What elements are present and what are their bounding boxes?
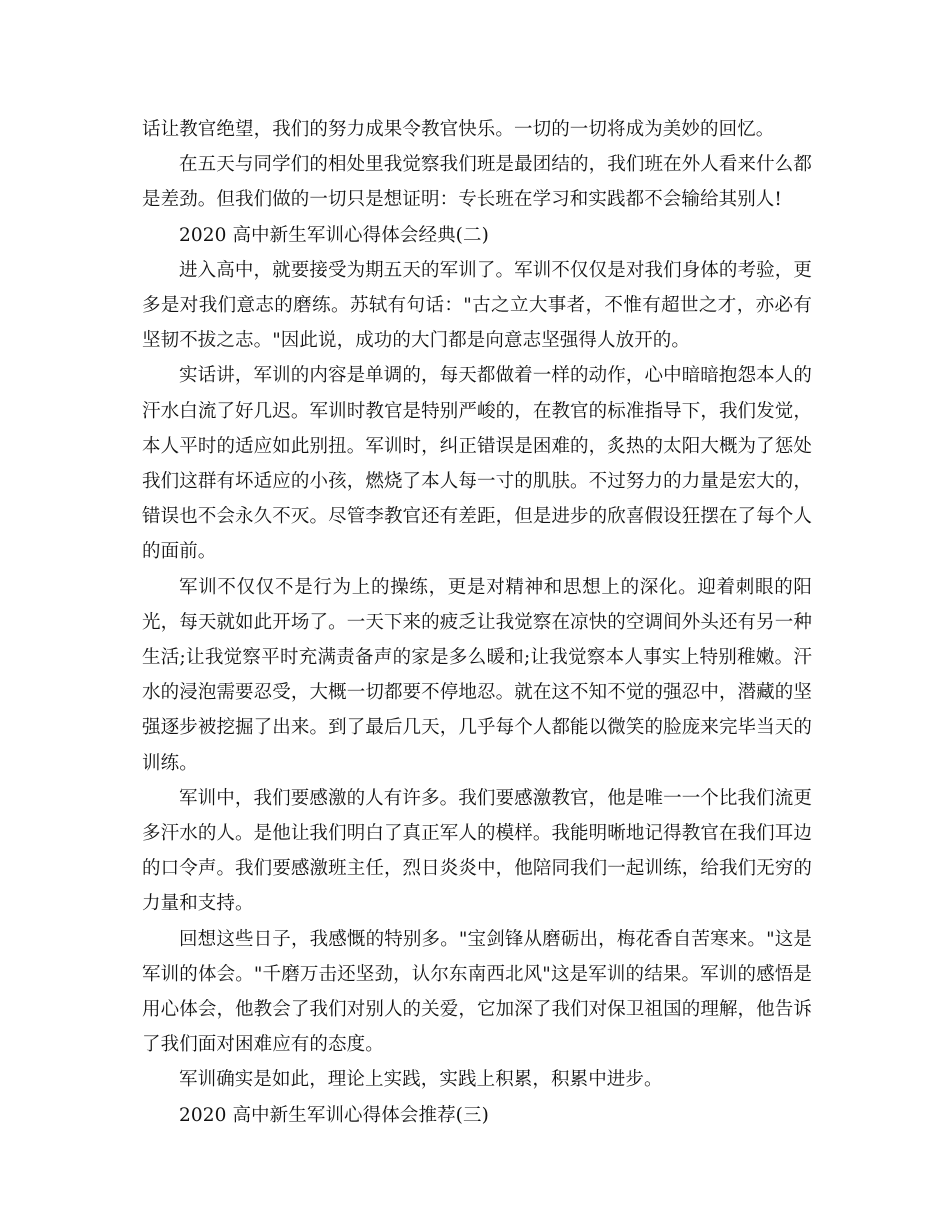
- section-heading-2: 2020 高中新生军训心得体会经典(二): [179, 224, 489, 246]
- paragraph-intro-military-training: 进入高中，就要接受为期五天的军训了。军训不仅仅是对我们身体的考验，更多是对我们意志的磨练。苏轼有句话："古之立大事者，不惟有超世之才，亦必有坚韧不拔之志。"因此说，成功的大门都是向意志坚强得人放开的。: [142, 259, 812, 352]
- paragraph-continuation: 话让教官绝望，我们的努力成果令教官快乐。一切的一切将成为美妙的回忆。: [142, 119, 775, 140]
- paragraph-conclusion: 军训确实是如此，理论上实践，实践上积累，积累中进步。: [179, 1069, 663, 1091]
- paragraph-spirit-deepening: 军训不仅仅不是行为上的操练，更是对精神和思想上的深化。迎着刺眼的阳光，每天就如此开场了。一天下来的疲乏让我觉察在凉快的空调间外头还有另一种生活;让我觉察平时充满责备声的家是多么暖和;让我觉察本人事实上特别稚嫩。汗水的浸泡需要忍受，大概一切都要不停地忍。就在这不知不觉的强忍中，潜藏的坚强逐步被挖掘了出来。到了最后几天，几乎每个人都能以微笑的脸庞来完毕当天的训练。: [142, 576, 812, 774]
- paragraph-gratitude: 军训中，我们要感激的人有许多。我们要感激教官，他是唯一一个比我们流更多汗水的人。是他让我们明白了真正军人的模样。我能明晰地记得教官在我们耳边的口令声。我们要感激班主任，烈日炎炎中，他陪同我们一起训练，给我们无穷的力量和支持。: [142, 787, 812, 915]
- section-heading-3: 2020 高中新生军训心得体会推荐(三): [179, 1104, 489, 1126]
- paragraph-class-unity: 在五天与同学们的相处里我觉察我们班是最团结的，我们班在外人看来什么都是差劲。但我们做的一切只是想证明：专长班在学习和实践都不会输给其别人!: [142, 154, 812, 211]
- paragraph-reflection: 回想这些日子，我感慨的特别多。"宝剑锋从磨砺出，梅花香自苦寒来。"这是军训的体会。"千磨万击还坚劲，认尔东南西北风"这是军训的结果。军训的感悟是用心体会，他教会了我们对别人的关爱，它加深了我们对保卫祖国的理解，他告诉了我们面对困难应有的态度。: [142, 928, 812, 1056]
- paragraph-training-content: 实话讲，军训的内容是单调的，每天都做着一样的动作，心中暗暗抱怨本人的汗水白流了好几迟。军训时教官是特别严峻的，在教官的标准指导下，我们发觉，本人平时的适应如此别扭。军训时，纠正错误是困难的，炙热的太阳大概为了惩处我们这群有坏适应的小孩，燃烧了本人每一寸的肌肤。不过努力的力量是宏大的，错误也不会永久不灭。尽管李教官还有差距，但是进步的欣喜假设狂摆在了每个人的面前。: [142, 365, 812, 563]
